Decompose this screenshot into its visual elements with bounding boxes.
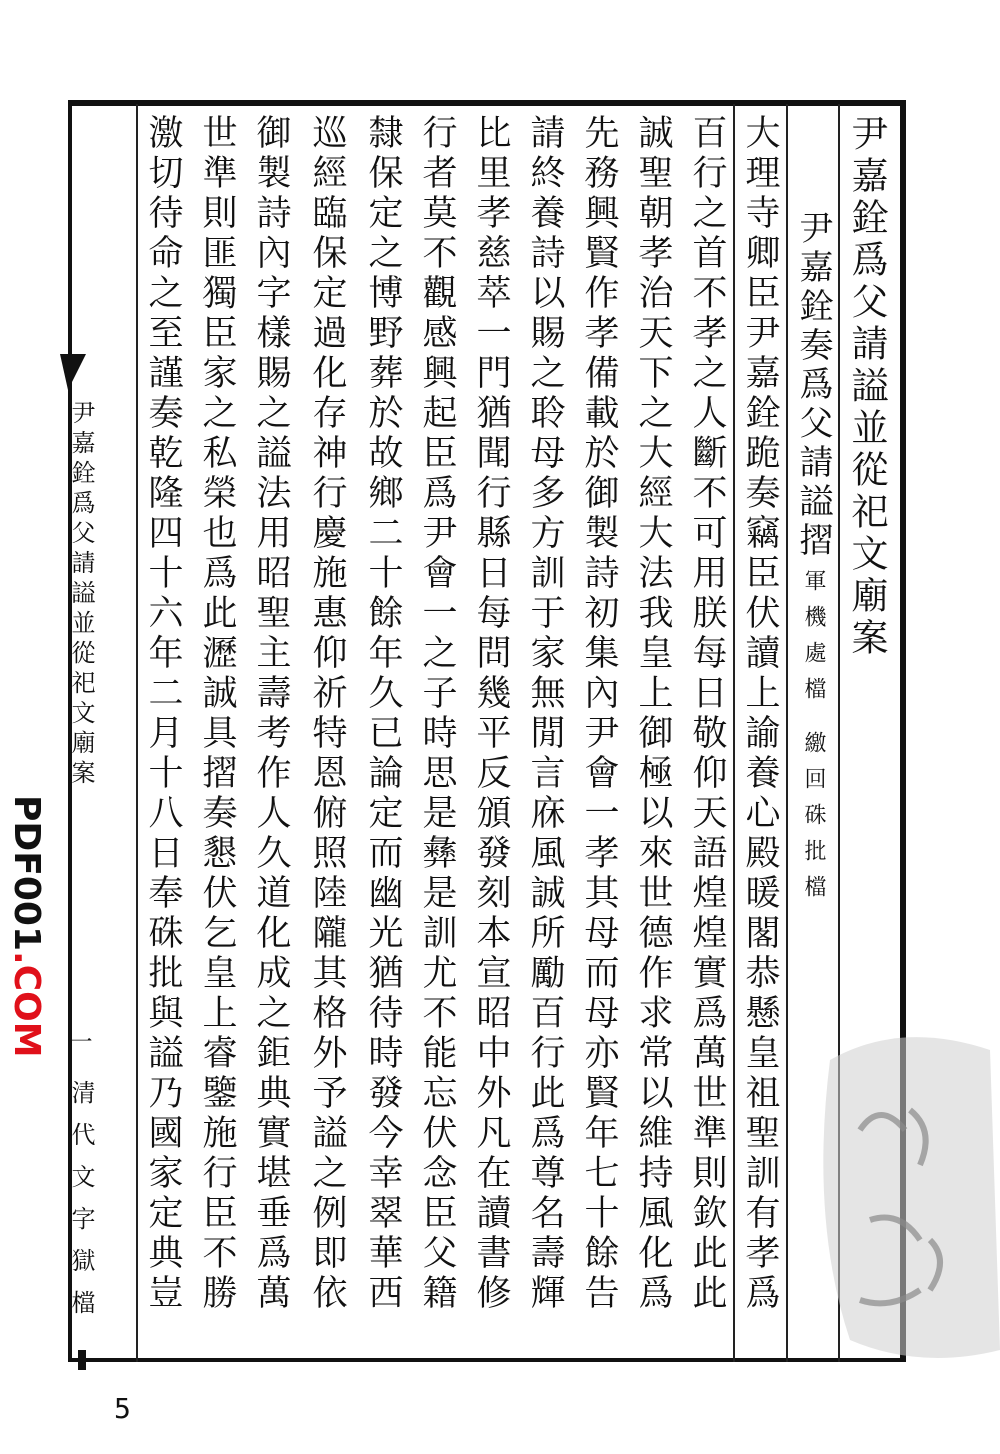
site-watermark-part1: PDF001 xyxy=(6,795,47,952)
memorial-text-column: 御製詩內字樣賜之謚法用昭聖主壽考作人久道化成之鉅典實堪垂爲萬 xyxy=(251,114,291,1314)
document-subtitle: 尹嘉銓奏爲父請謚摺 xyxy=(793,210,833,561)
source-notes xyxy=(793,561,833,911)
memorial-text-column: 隸保定之博野葬於故鄉二十餘年久已論定而幽光猶待時發今幸翠華西 xyxy=(363,114,403,1314)
frame-corner-mark xyxy=(78,1350,86,1370)
memorial-text-column: 巡經臨保定過化存神行慶施惠仰祈特恩俯照陸隴其格外予謚之例即依 xyxy=(307,114,347,1314)
seal-stamp-graphic xyxy=(790,1020,1000,1370)
memorial-text-column: 行者莫不觀感興起臣爲尹會一之子時思是彝是訓尤不能忘伏念臣父籍 xyxy=(417,114,457,1314)
memorial-text-column: 大理寺卿臣尹嘉銓跪奏竊臣伏讀上諭養心殿暖閣恭懸皇祖聖訓有孝爲 xyxy=(740,114,780,1314)
site-watermark xyxy=(6,795,47,1058)
source-note-2: 繳回硃批檔 xyxy=(801,731,826,911)
text-column-4 xyxy=(572,114,626,1314)
memorial-text-column: 百行之首不孝之人斷不可用朕每日敬仰天語煌煌實爲萬世準則欽此此 xyxy=(687,114,727,1314)
text-column-2 xyxy=(680,114,734,1314)
text-column-10 xyxy=(244,114,298,1314)
subtitle-column xyxy=(786,114,840,911)
memorial-text-column: 比里孝慈萃一門猶聞行縣日每問幾平反頒發刻本宣昭中外凡在讀書修 xyxy=(471,114,511,1314)
text-column-12 xyxy=(136,114,190,1314)
text-column-3 xyxy=(626,114,680,1314)
site-watermark-part2: .COM xyxy=(6,951,47,1058)
memorial-text-column: 請終養詩以賜之聆母多方訓于家無閒言庥風誠所勵百行此爲尊名壽輝 xyxy=(525,114,565,1314)
document-title: 尹嘉銓爲父請謚並從祀文廟案 xyxy=(845,114,888,660)
text-column-7 xyxy=(410,114,464,1314)
memorial-text-column: 激切待命之至謹奏乾隆四十六年二月十八日奉硃批與謚乃國家定典豈 xyxy=(143,114,183,1314)
text-column-8 xyxy=(356,114,410,1314)
memorial-text-column: 先務興賢作孝備載於御製詩初集內尹會一孝其母而母亦賢年七十餘告 xyxy=(579,114,619,1314)
memorial-text-column: 誠聖朝孝治天下之大經大法我皇上御極以來世德作求常以維持風化爲 xyxy=(633,114,673,1314)
text-column-5 xyxy=(518,114,572,1314)
source-note: 軍機處檔 xyxy=(801,569,826,713)
book-title: 清代文字獄檔 xyxy=(67,1080,95,1332)
text-column-9 xyxy=(300,114,354,1314)
fishtail-marker-icon xyxy=(58,352,88,392)
memorial-text-column: 世準則匪獨臣家之私榮也爲此瀝誠具摺奏懇伏乞皇上睿鑒施行臣不勝 xyxy=(197,114,237,1314)
page-number: 5 xyxy=(114,1392,131,1425)
folio-number: 一 xyxy=(67,1030,92,1052)
text-column-11 xyxy=(190,114,244,1314)
running-title: 尹嘉銓爲父請謚並從祀文廟案 xyxy=(67,400,95,790)
text-column-1 xyxy=(733,114,787,1314)
title-column xyxy=(839,114,893,660)
text-column-6 xyxy=(464,114,518,1314)
